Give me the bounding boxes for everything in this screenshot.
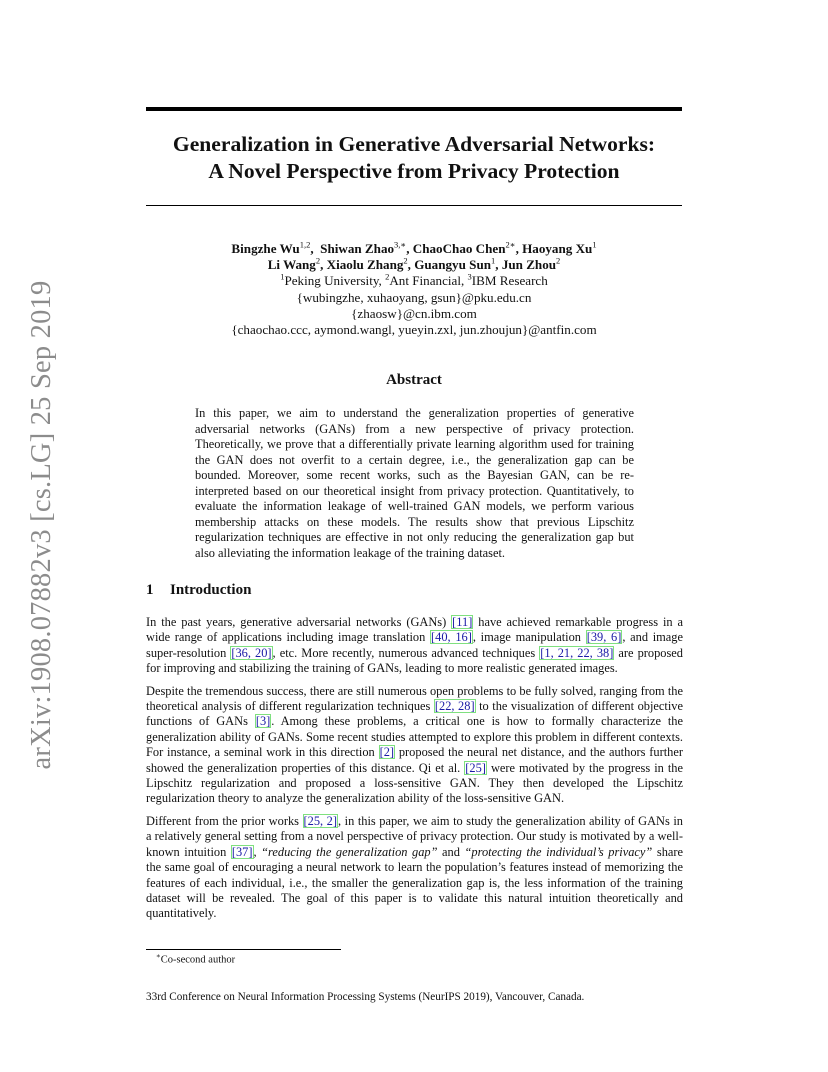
author-line-2: Li Wang$^2$, Xiaolu Zhang$^2$, Guangyu Sun$^1$, Jun Zhou$^2$ [267,255,561,273]
footnote [156,952,235,966]
author-name: Haoyang Xu [522,241,593,256]
abstract-text: In this paper, we aim to understand the generalization properties of generative adversarial networks (GANs) from a new perspective of privacy protection. Theoretically, we prove that a differentially private learning algorithm used for training the GAN does not overfit to a certain degree, i.e., the generalization gap can be bounded. Moreover, some recent works, such as the Bayesian GAN, can be re-interpreted based on our theoretical insight from privacy protection. Quantitatively, to evaluate the information leakage of well-trained GAN models, we perform various membership attacks on these models. The results show that previous Lipschitz regularization techniques are effective in not only reducing the generalization gap but also alleviating the information leakage of the training dataset. [195,406,634,560]
author-affil: 2 [315,255,321,266]
email-line-3: {chaochao.ccc, aymond.wangl, yueyin.zxl, jun.zhoujun}@antfin.com [231,322,597,338]
author-affil: 1 [491,255,496,266]
citation-link[interactable]: [3] [255,714,271,729]
citation-link[interactable]: [2] [379,745,395,760]
intro-body [146,615,683,929]
citation-link[interactable]: [25, 2] [303,813,337,828]
author-name: Jun Zhou [501,257,557,273]
title-top-rule [146,107,682,111]
venue-footer: 33rd Conference on Neural Information Processing Systems (NeurIPS 2019), Vancouver, Canada. [146,991,585,1003]
citation-link[interactable]: [39, 6] [586,630,622,645]
paragraph: In the past years, generative adversarial networks (GANs) [11] have achieved remarkable progress in a wide range of applications including image translation [40, 16], image manipulation [39, 6], and image super-resolution [36, 20], etc. More recently, numerous advanced techniques [1, 21, 22, 38] are proposed for improving and stabilizing the training of GANs, leading to more realistic generated images. [146,615,684,676]
section-title: Introduction [170,582,252,598]
citation-link[interactable]: [22, 28] [434,699,475,714]
email-line-2: {zhaosw}@cn.ibm.com [351,305,477,321]
author-affil: 1 [592,239,597,250]
author-name: Xiaolu Zhang [326,257,404,273]
author-affil: 3,∗ [394,239,407,250]
title-bottom-rule [146,205,682,206]
title-line-2: A Novel Perspective from Privacy Protection [208,159,620,183]
citation-link[interactable]: [40, 16] [431,630,472,645]
author-name: Shiwan Zhao [320,241,395,256]
citation-link[interactable]: [25] [465,760,486,775]
footnote-rule [146,949,341,950]
author-affil: 2 [403,255,408,266]
citation-link[interactable]: [11] [452,615,473,629]
arxiv-stamp-text: arXiv:1908.07882v3 [cs.LG] 25 Sep 2019 [26,280,57,770]
author-block [146,241,682,338]
affiliations: $^1$Peking University, $^2$Ant Financial, $^3$IBM Research [280,272,548,289]
title-line-1: Generalization in Generative Adversarial Networks: [172,132,656,156]
quoted-phrase: “reducing the generalization gap” [261,844,438,859]
author-name: Li Wang [267,257,316,273]
abstract-heading: Abstract [386,372,442,388]
author-affil: 2∗ [505,239,516,250]
arxiv-stamp [22,280,62,770]
citation-link[interactable]: [1, 21, 22, 38] [540,645,614,660]
footnote-mark: ∗ [156,952,161,960]
paper-title [146,131,682,185]
author-name: Bingzhe Wu [231,241,300,256]
paragraph: Different from the prior works [25, 2], in this paper, we aim to study the generalization ability of GANs in a relatively general setting from a novel perspective of privacy protection. Our study is motivated by a well-known intuition [37], “reducing the generalization gap” and “protecting the individual’s privacy” share the same goal of encouraging a neural network to learn the population’s features instead of memorizing the features of each individual, i.e., the smaller the generalization gap is, the less information of the training dataset will be revealed. The goal of this paper is to validate this natural intuition theoretically and quantitatively. [146,813,684,921]
author-line-1: Bingzhe Wu$^{1,2}$, Shiwan Zhao$^{3,∗}$, ChaoChao Chen$^{2∗}$, Haoyang Xu$^1$ [231,239,597,256]
section-heading [146,582,251,599]
author-name: Guangyu Sun [414,257,492,273]
section-number: 1 [146,582,154,598]
citation-link[interactable]: [37] [231,844,253,859]
author-affil: 2 [556,255,561,266]
author-affil: 1,2 [299,239,311,250]
email-line-1: {wubingzhe, xuhaoyang, gsun}@pku.edu.cn [296,289,532,305]
paragraph: Despite the tremendous success, there are still numerous open problems to be fully solved, ranging from the theoretical analysis of different regularization techniques [22, 28] to the visualization of different objective functions of GANs [3]. Among these problems, a critical one is how to formally characterize the generalization ability of GANs. Some recent studies attempted to explore this problem in different contexts. For instance, a seminal work in this direction [2] proposed the neural net distance, and the authors further showed the generalization properties of this distance. Qi et al. [25] were motivated by the progress in the Lipschitz regularization and proposed a loss-sensitive GAN. They then developed the Lipschitz regularization theory to analyze the generalization ability of the loss-sensitive GAN. [146,683,684,806]
footnote-text: Co-second author [160,954,236,966]
author-name: ChaoChao Chen [412,241,506,256]
quoted-phrase: “protecting the individual’s privacy” [464,844,653,859]
citation-link[interactable]: [36, 20] [231,645,272,660]
